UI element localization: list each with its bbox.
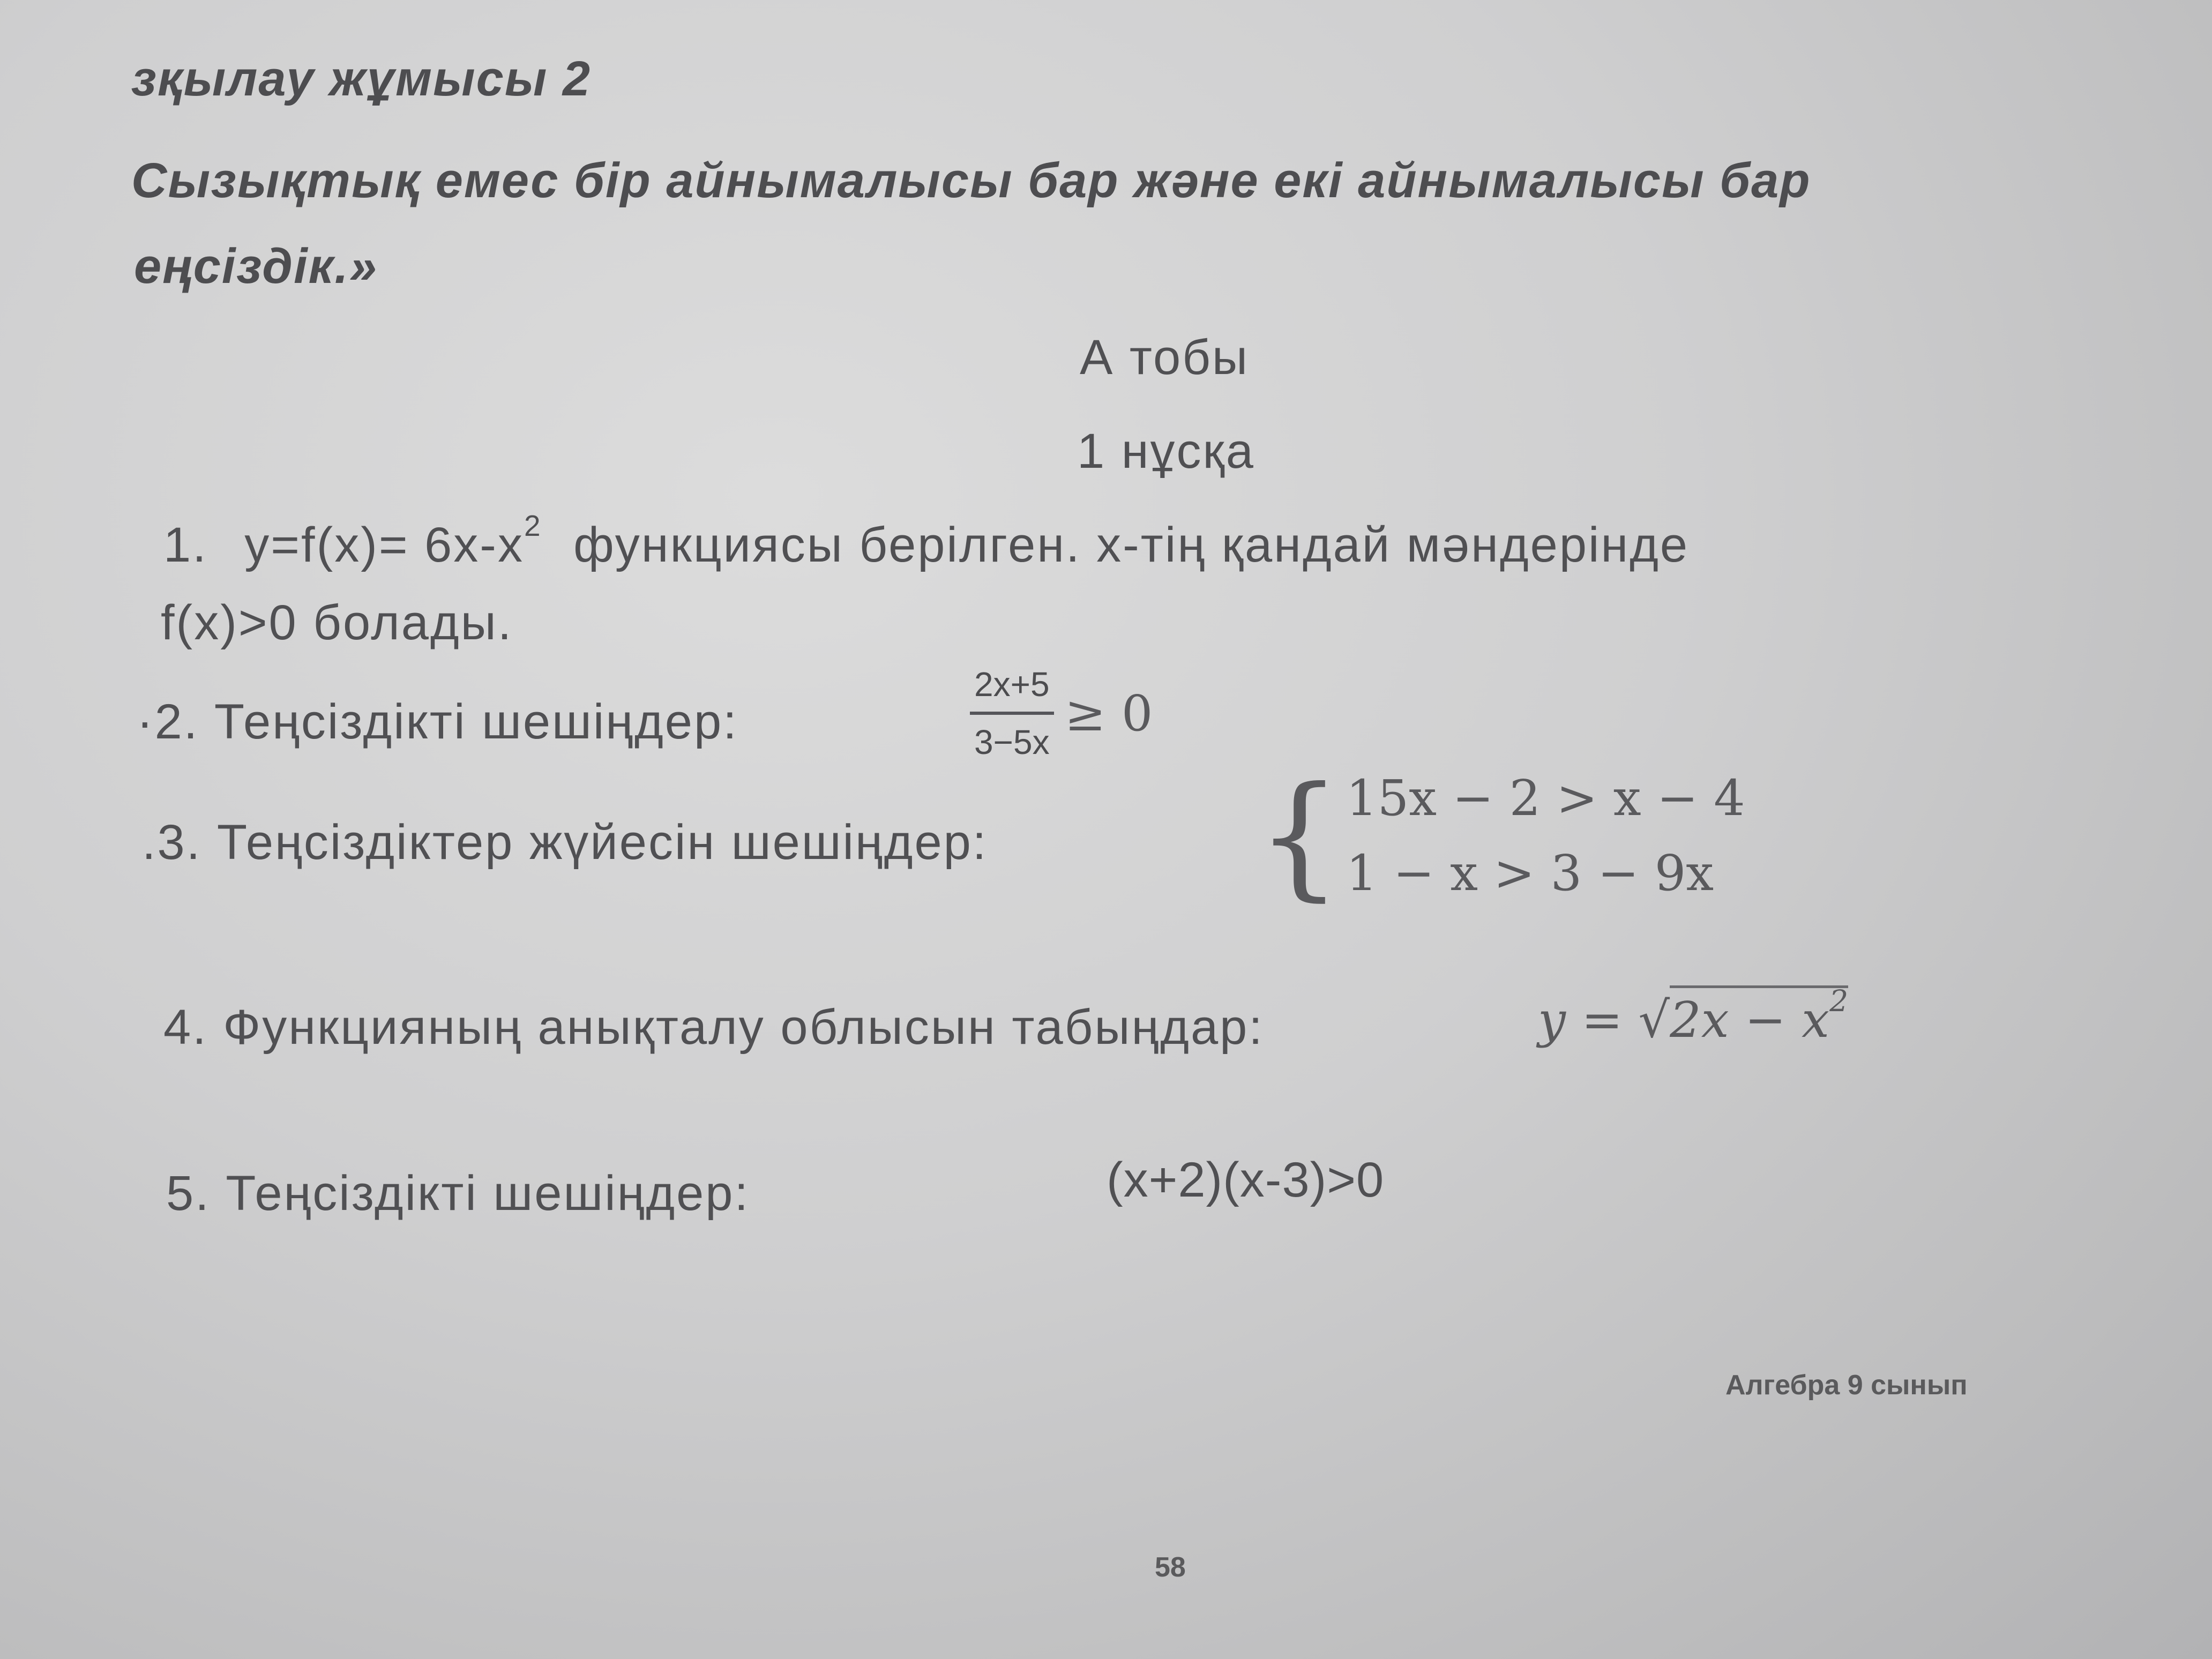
task-2-formula — [970, 664, 1153, 762]
worksheet-title: зқылау жұмысы 2 — [131, 51, 592, 106]
page-number: 58 — [1155, 1552, 1186, 1583]
task-3-text: .3. Теңсіздіктер жүйесін шешіңдер: — [142, 815, 988, 870]
task-2-fraction — [970, 664, 1054, 762]
task-1-number: 1. — [163, 518, 208, 572]
task-4-exponent: 2 — [1829, 984, 1849, 1018]
task-1-text-line2: f(x)>0 болады. — [161, 595, 513, 650]
task-4-radicand — [1670, 985, 1848, 1049]
fraction-bar — [970, 712, 1054, 715]
task-1-text: функциясы берілген. х-тің қандай мәндерінде — [573, 518, 1690, 572]
task-2-text: ·2. Теңсіздікті шешіңдер: — [137, 694, 738, 749]
task-4-formula — [1538, 984, 1849, 1049]
variant-label: 1 нұсқа — [1077, 424, 1255, 479]
worksheet-topic-line1: Сызықтық емес бір айнымалысы бар және екі айнымалысы бар — [131, 153, 1811, 208]
worksheet-topic-line2: еңсіздік.» — [134, 239, 378, 294]
task-1-formula-main: y=f(x)= 6x-x — [244, 518, 524, 572]
task-2-numerator: 2x+5 — [974, 665, 1050, 704]
task-4-radicand-text: 2x − x — [1670, 991, 1830, 1049]
task-5-formula: (x+2)(x-3)>0 — [1107, 1153, 1385, 1207]
system-brace-icon: { — [1257, 758, 1342, 914]
task-2-denominator: 3−5x — [974, 723, 1050, 761]
group-label: А тобы — [1080, 330, 1250, 385]
task-4-formula-prefix: y = √ — [1538, 991, 1670, 1049]
task-3-equations — [1346, 761, 1745, 911]
task-1 — [163, 509, 1690, 573]
task-1-formula-exponent: 2 — [524, 509, 542, 542]
task-2-relation: ≥ 0 — [1064, 684, 1153, 742]
task-3-equation-2: 1 − x > 3 − 9x — [1346, 845, 1714, 902]
task-3-equation-1: 15x − 2 > x − 4 — [1346, 769, 1745, 827]
task-4-text: 4. Функцияның анықталу облысын табыңдар: — [163, 1000, 1264, 1055]
task-5-text: 5. Теңсіздікті шешіңдер: — [166, 1166, 750, 1221]
task-3-system — [1257, 758, 1745, 914]
task-1-formula — [244, 509, 542, 572]
footer-subject: Алгебра 9 сынып — [1725, 1370, 1968, 1401]
